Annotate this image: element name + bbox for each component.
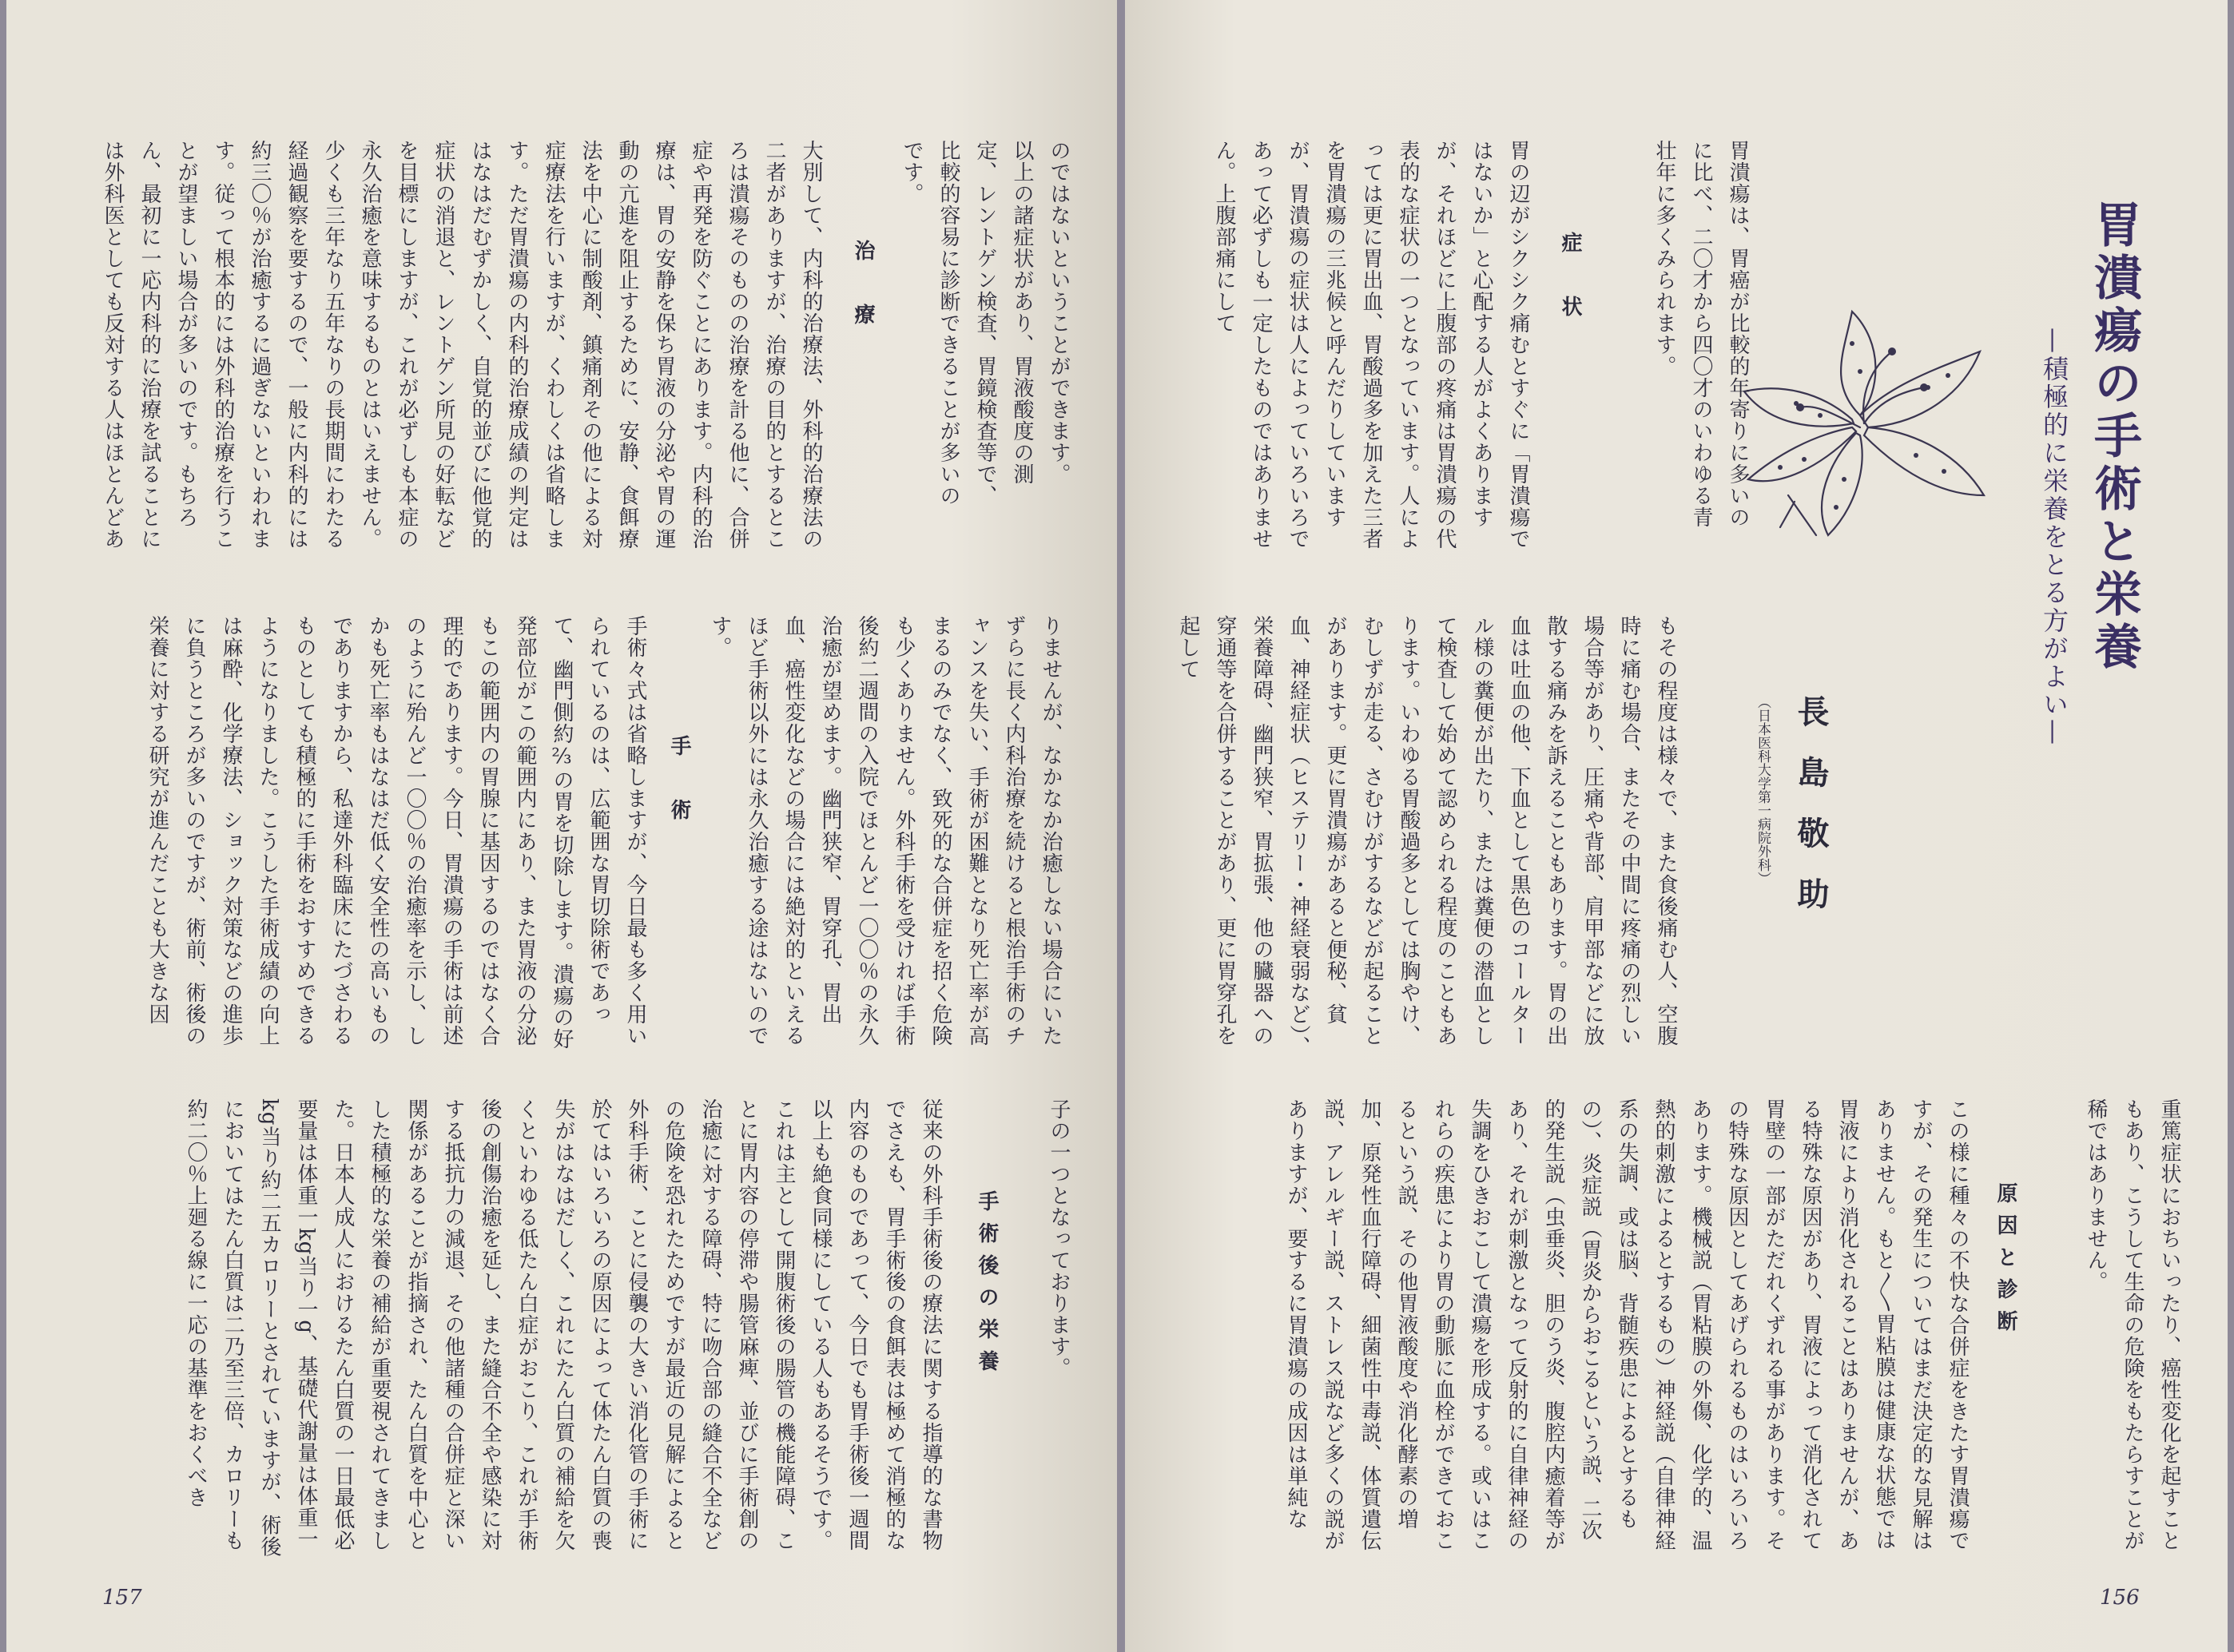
page-157 <box>6 0 1117 1652</box>
page-number-left: 157 <box>102 1586 142 1610</box>
heading-nutrition: 手術後の栄養 <box>975 1190 999 1382</box>
author-name: 長島敬助 <box>1792 695 1830 938</box>
heading-surgery: 手 術 <box>667 735 691 831</box>
article-title: 胃潰瘍の手術と栄養 <box>2086 200 2142 674</box>
nutrition-text: 従来の外科手術後の療法に関する指導的な書物でさえも、胃手術後の食餌表は極めて消極的な内容のものであって、今日でも胃手術後一週間以上も絶食同様にしている人もあるそうです。これは主として開腹術後の腸管の機能障碍、ことに胃内容の停滞や腸管麻痺、並びに手術創の治癒に対する障碍、特に吻合部の縫合不全などの危険を恐れたためですが最近の見解によると外科手術、ことに侵襲の大きい消化管の手術に於てはいろいろの原因によって体たん白質の喪失がはなはだしく、これにたん白質の補給を欠くといわゆる低たん白症がおこり、これが手術後の創傷治癒を延し、また縫合不全や感染に対する抵抗力の減退、その他諸種の合併症と深い関係があることが指摘され、たん白質を中心とした積極的な栄養の補給が重要視されてきました。日本人成人におけるたん白質の一日最低必要量は体重一kg当り一g、基礎代謝量は体重一kg当り約二五カロリーとされていますが、術後においてはたん白質は二乃至三倍、カロリーも約二〇％上廻る線に一応の基準をおくべき <box>184 1098 943 1558</box>
complication-end-text: 重篤症状におちいったり、癌性変化を起すこともあり、こうして生命の危険をもたらすことが稀ではありません。 <box>2084 1098 2181 1551</box>
treatment-text: 大別して、内科的治療法、外科的治療法の二者がありますが、治療の目的とするところは潰瘍そのものの治療を計る他に、合併症や再発を防ぐことにあります。内科的治療は、胃の安静を保ち胃液の分泌や胃の運動の亢進を阻止するために、安静、食餌療法を中心に制酸剤、鎮痛剤その他による対症療法を行いますが、くわしくは省略します。ただ胃潰瘍の内科的治療成績の判定ははなはだむずかしく、自覚的並びに他覚的症状の消退と、レントゲン所見の好転などを目標にしますが、これが必ずしも本症の永久治癒を意味するものとはいえません。少くも三年なり五年なりの長期間にわたる経過観察を要するので、一般に内科的には約三〇％が治癒するに過ぎないといわれます。従って根本的には外科的治療を行うことが望ましい場合が多いのです。もちろん、最初に一応内科的に治療を試ることには外科医としても反対する人はほとんどあ <box>101 140 823 550</box>
diagnosis-end-text: のではないということができます。 以上の諸症状があり、胃液酸度の測定、レントゲン検査、胃鏡検査等で、比較的容易に診断できることが多いのです。 <box>900 140 1071 506</box>
surgery-end-text: 子の一つとなっております。 <box>1047 1098 1071 1379</box>
surgery-text: 手術々式は省略しますが、今日最も多く用いられているのは、広範囲な胃切除術であって、幽門側約⅔の胃を切除します。潰瘍の好発部位がこの範囲内にあり、また胃液の分泌もこの範囲内の胃腺に基因するのではなく合理的であります。今日、胃潰瘍の手術は前述のように殆んど一〇〇％の治癒率を示し、しかも死亡率もはなはだ低く安全性の高いものでありますから、私達外科臨床にたづさわるものとしても積極的に手術をおすすめできるようになりました。こうした手術成績の向上は麻酔、化学療法、ショック対策などの進歩に負うところが多いのですが、術前、術後の栄養に対する研究が進んだことも大きな因 <box>145 615 647 1050</box>
page-156 <box>1125 0 2228 1652</box>
cause-text: この様に種々の不快な合併症をきたす胃潰瘍ですが、その発生についてはまだ決定的な見解はありません。もと〳〵胃粘膜は健康な状態では胃液により消化されることはありませんが、ある特殊な原因があり、胃液によって消化されて胃壁の一部がただれくずれる事があります。その特殊な原因としてあげられるものはいろいろあります。機械説（胃粘膜の外傷、化学的、温熱的刺激によるとするもの）神経説（自律神経系の失調、或は脳、背髄疾患によるとするもの）、炎症説（胃炎からおこるという説、二次的発生説（虫垂炎、胆のう炎、腹腔内癒着等があり、それが刺激となって反射的に自律神経の失調をひきおこして潰瘍を形成する。或いはこれらの疾患により胃の動脈に血栓ができておこるという説、その他胃液酸度や消化酵素の増加、原発性血行障碍、細菌性中毒説、体質遺伝説、アレルギー説、ストレス説など多くの説がありますが、要するに胃潰瘍の成因は単純な <box>1284 1098 1970 1551</box>
symptoms-text: 胃の辺がシクシク痛むとすぐに「胃潰瘍ではないか」と心配する人がよくありますが、それほどに上腹部の疼痛は胃潰瘍の代表的な症状の一つとなっています。人によっては更に胃出血、胃酸過多を加えた三者を胃潰瘍の三兆候と呼んだりしていますが、胃潰瘍の症状は人によっていろいろであって必ずしも一定したものではありません。上腹部痛にして <box>1212 140 1530 550</box>
article-subtitle: —積極的に栄養をとる方がよい— <box>2039 328 2069 747</box>
treatment-text-2: りませんが、なかなか治癒しない場合にいたずらに長く内科治療を続けると根治手術のチャンスを失い、手術が困難となり死亡率が高まるのみでなく、致死的な合併症を招く危険も少くありません。外科手術を受ければ手術後約二週間の入院でほとんど一〇〇％の永久治癒が望めます。幽門狭窄、胃穿孔、胃出血、癌性変化などの場合には絶対的といえるほど手術以外には永久治癒する途はないのです。 <box>708 615 1063 1046</box>
lily-illustration <box>1732 296 1996 543</box>
intro-text: 胃潰瘍は、胃癌が比較的年寄りに多いのに比べ、二〇才から四〇才のいわゆる青壮年に多くみられます。 <box>1652 140 1750 528</box>
heading-cause: 原因と診断 <box>1994 1182 2017 1342</box>
page-number-right: 156 <box>2100 1586 2140 1610</box>
symptoms-text-2: もその程度は様々で、また食後痛む人、空腹時に痛む場合、またその中間に疼痛の烈しい場合等があり、圧痛や背部、肩甲部などに放散する痛みを訴えることもあります。胃の出血は吐血の他、下血として黒色のコールタール様の糞便が出たり、または糞便の潜血として検査して始めて認められる程度のこともあります。いわゆる胃酸過多としては胸やけ、むしずが走る、さむけがするなどが起ることがあります。更に胃潰瘍があると便秘、貧血、神経症状（ヒステリー・神経衰弱など）、栄養障碍、幽門狭窄、胃拡張、他の臓器への穿通等を合併することがあり、更に胃穿孔を起して <box>1176 615 1678 1058</box>
heading-symptoms: 症 状 <box>1558 232 1582 328</box>
heading-treatment: 治 療 <box>851 240 875 336</box>
author-affiliation: （日本医科大学第一病院外科） <box>1755 695 1771 885</box>
